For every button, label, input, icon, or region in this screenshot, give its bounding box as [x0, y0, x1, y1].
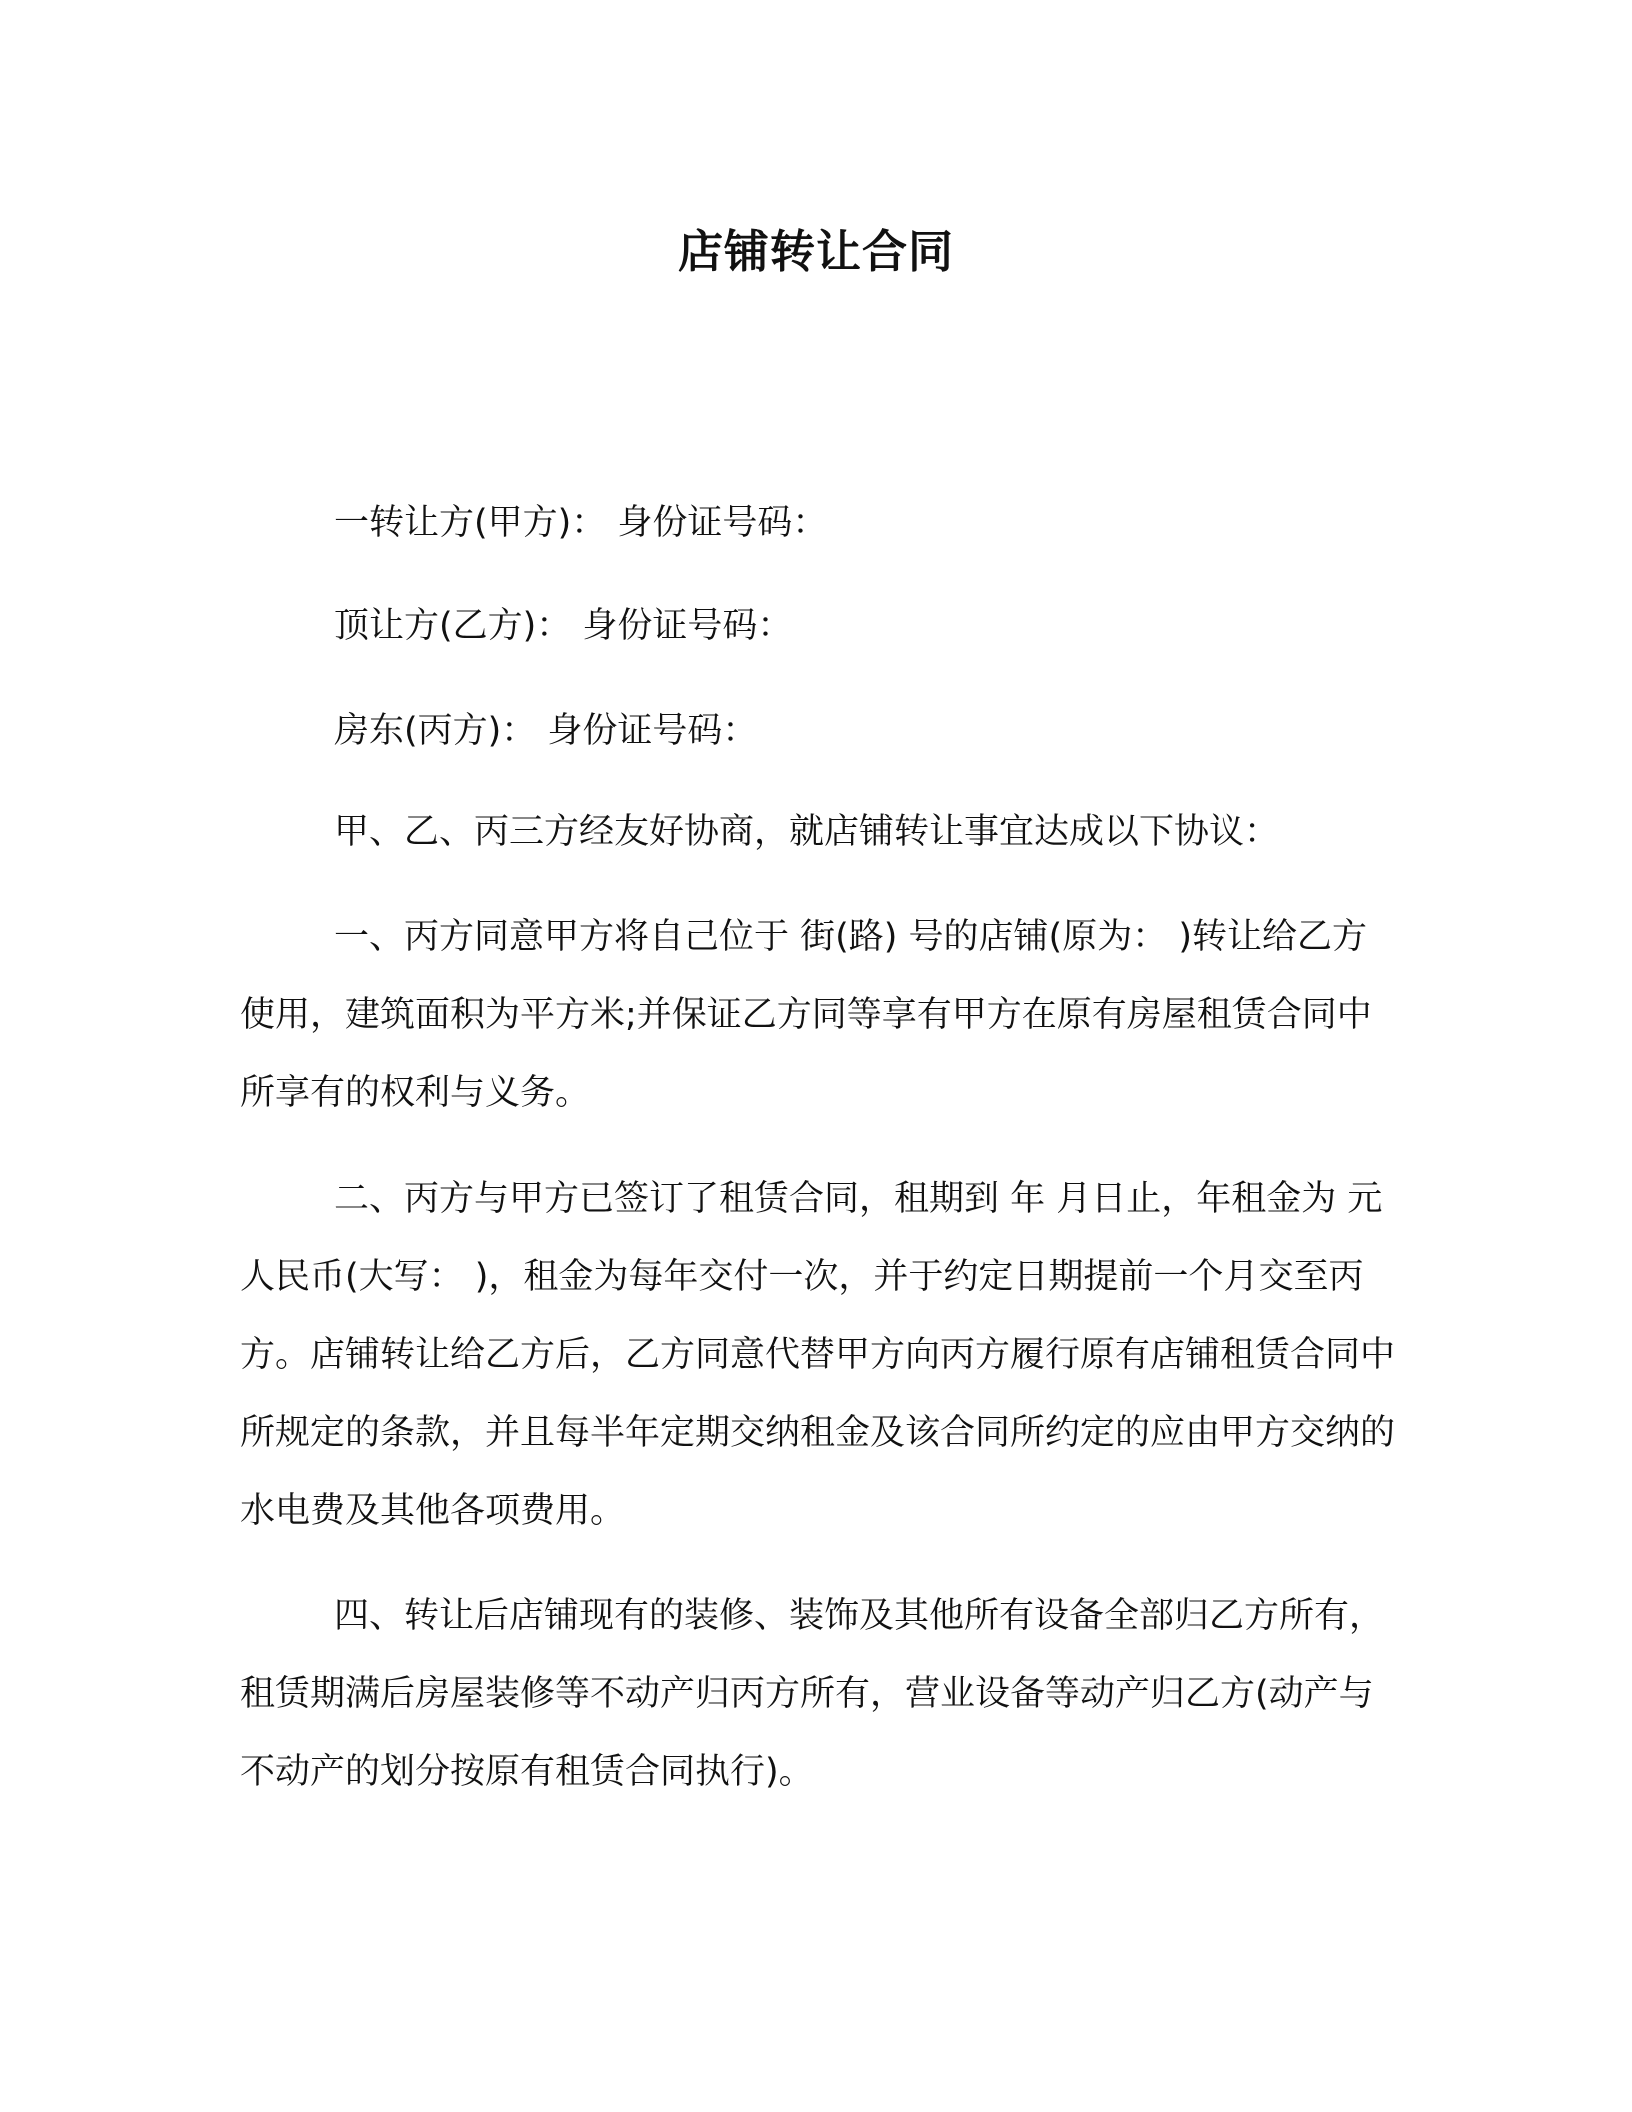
clause-4: 四、转让后店铺现有的装修、装饰及其他所有设备全部归乙方所有，租赁期满后房屋装修等不动产归丙方所有，营业设备等动产归乙方(动产与不动产的划分按原有租赁合同执行)。 [240, 1596, 1385, 1792]
agreement-intro: 甲、乙、丙三方经友好协商，就店铺转让事宜达成以下协议： [334, 812, 1280, 852]
clause-1: 一、丙方同意甲方将自己位于 街(路) 号的店铺(原为： )转让给乙方使用，建筑面积为平方米;并保证乙方同等享有甲方在原有房屋租赁合同中所享有的权利与义务。 [240, 917, 1372, 1113]
party-transferor-line: 一转让方(甲方)： 身份证号码： [334, 503, 828, 543]
party-transferee-line: 顶让方(乙方)： 身份证号码： [334, 606, 793, 646]
clause-2: 二、丙方与甲方已签订了租赁合同，租期到 年 月日止，年租金为 元人民币(大写： )，租金为每年交付一次，并于约定日期提前一个月交至丙方。店铺转让给乙方后，乙方同意代替甲方向丙方履行原有店铺租赁合同中所规定的条款，并且每半年定期交纳租金及该合同所约定的应由甲方交纳的水电费及其他各项费用。 [240, 1179, 1396, 1531]
document-title: 店铺转让合同 [677, 225, 954, 278]
party-landlord-line: 房东(丙方)： 身份证号码： [334, 711, 758, 751]
